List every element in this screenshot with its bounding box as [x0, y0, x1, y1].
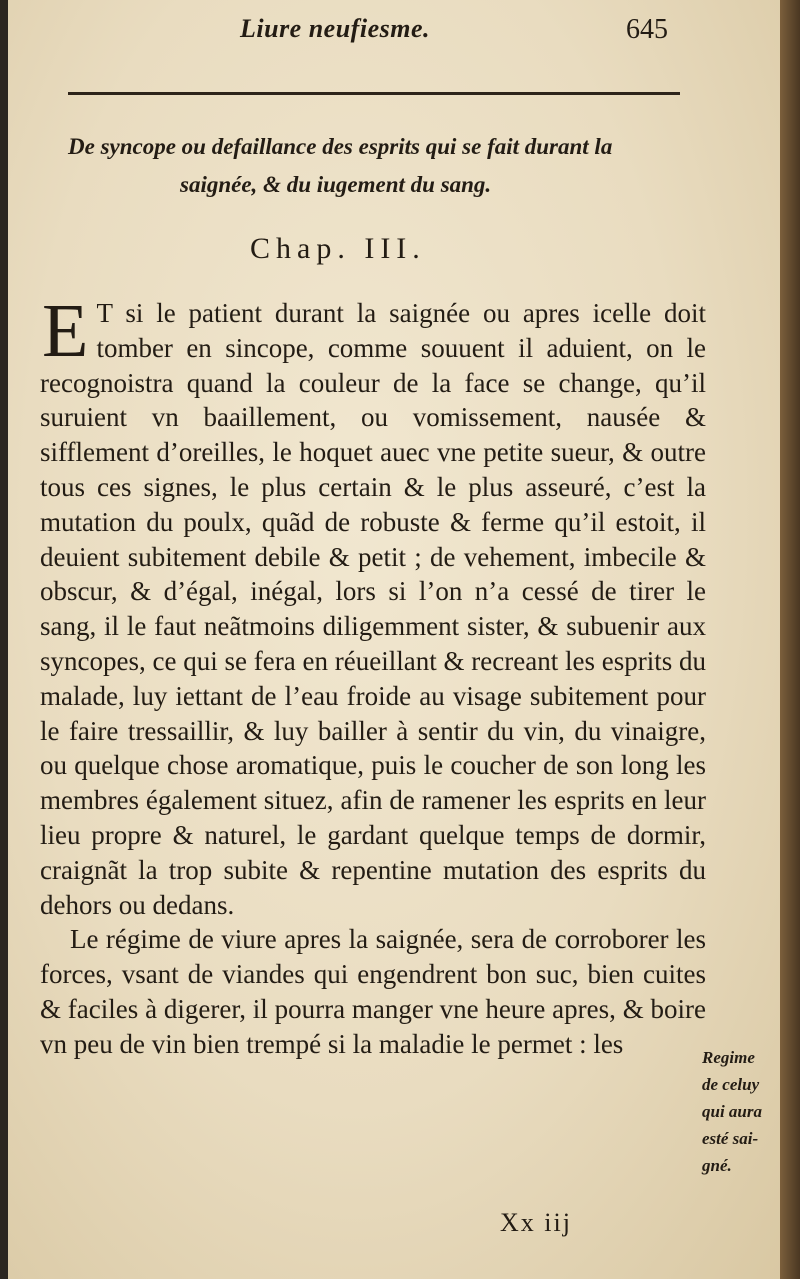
chapter-title: Chap. III. [250, 232, 426, 265]
section-heading-line-1: De syncope ou defaillance des esprits qui se fait durant la [68, 134, 613, 159]
page-number: 645 [626, 14, 668, 45]
signature-mark: Xx iij [500, 1208, 572, 1237]
paragraph-1-text: T si le patient durant la saignée ou apres icelle doit tomber en sincope, comme souuent il aduient, on le recognoistra quand la couleur de la face se change, qu’il suruient vn baaillement, ou vomissement, nausée & sifflement d’oreilles, le hoquet auec vne petite sueur, & outre tous ces signes, le plus certain & le plus asseuré, c’est la mutation du poulx, quãd de robuste & ferme qu’il estoit, il deuient subitement debile & petit ; de vehement, imbecile & obscur, & d’égal, inégal, lors si l’on n’a cessé de tirer le sang, il le faut neãtmoins diligemment sister, & subuenir aux syncopes, ce qui se fera en réueillant & recreant les esprits du malade, luy iettant de l’eau froide au visage subitement pour le faire tressaillir, & luy bailler à sentir du vin, du vinaigre, ou quelque chose aromatique, puis le coucher de son long les membres également situez, afin de ramener les esprits en leur lieu propre & naturel, le gardant quelque temps de dormir, craignãt la trop subite & repentine mutation des esprits du dehors ou dedans. [40, 298, 706, 920]
marginal-note-line: qui aura [702, 1102, 762, 1121]
marginal-note-line: de celuy [702, 1075, 760, 1094]
section-heading-line-2: saignée, & du iugement du sang. [180, 172, 492, 197]
marginal-note-line: Regime [702, 1048, 755, 1067]
section-heading [68, 128, 708, 204]
book-page [8, 0, 780, 1279]
marginal-note-line: gné. [702, 1156, 732, 1175]
marginal-note [702, 1044, 790, 1179]
book-spine-edge [780, 0, 800, 1279]
paragraph-1 [40, 289, 706, 922]
body-text [40, 289, 706, 1062]
marginal-note-line: esté sai- [702, 1129, 759, 1148]
running-title: Liure neufiesme. [240, 14, 430, 43]
paragraph-2: Le régime de viure apres la saignée, sera de corroborer les forces, vsant de viandes qui engendrent bon suc, bien cuites & faciles à digerer, il pourra manger vne heure apres, & boire vn peu de vin bien trempé si la maladie le permet : les [40, 924, 706, 1059]
header-rule [68, 92, 680, 95]
drop-cap: E [42, 289, 89, 373]
